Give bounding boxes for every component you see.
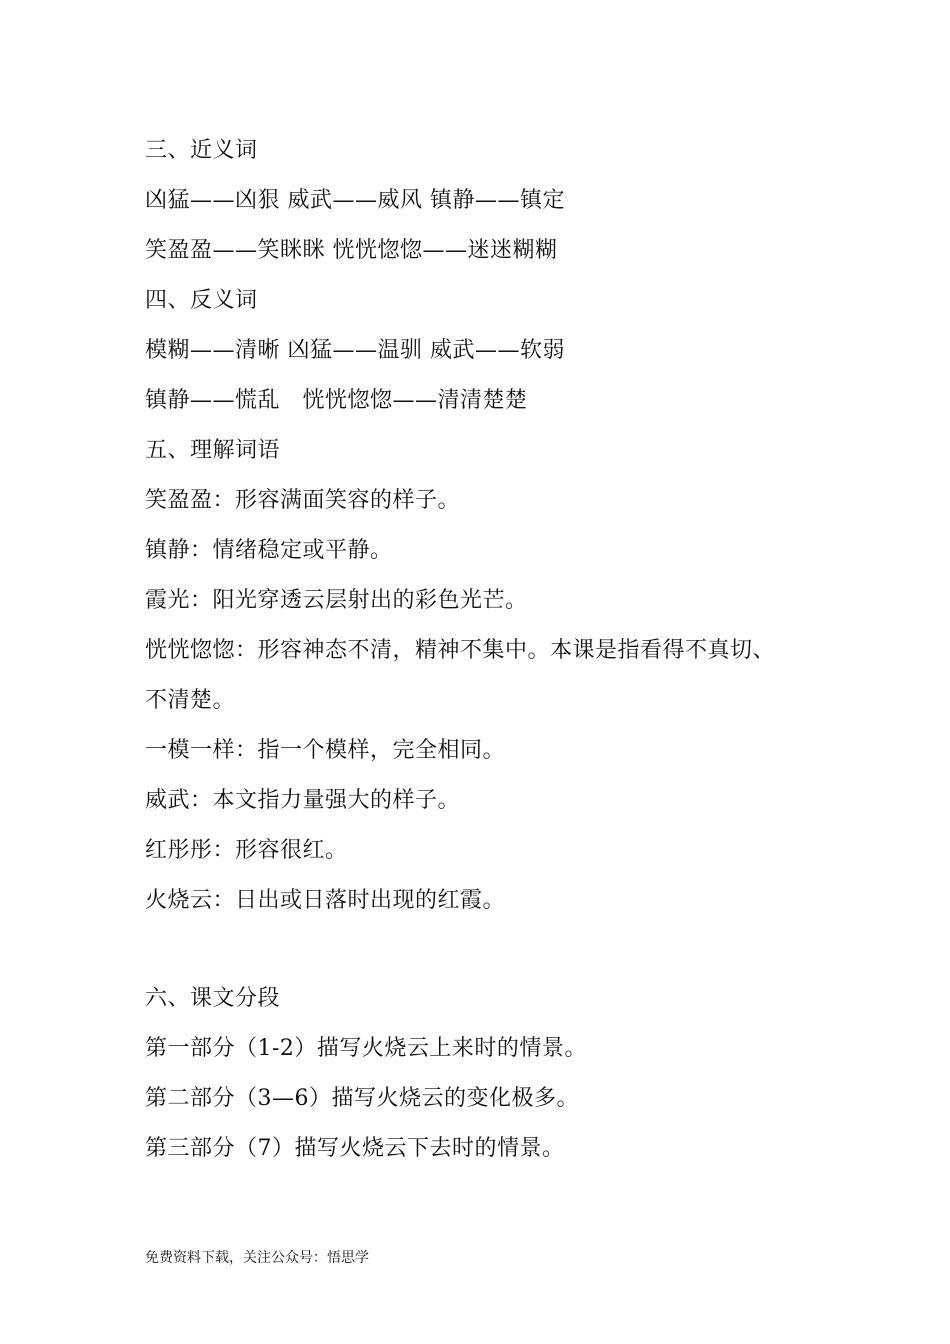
paragraph-item: 第一部分（1-2）描写火烧云上来时的情景。 — [145, 1036, 587, 1061]
synonyms-heading: 三、近义词 — [145, 138, 258, 163]
paragraph-item: 第二部分（3—6）描写火烧云的变化极多。 — [145, 1086, 579, 1111]
definition-item: 威武：本文指力量强大的样子。 — [145, 788, 461, 813]
synonyms-line-1: 凶猛——凶狠 威武——威风 镇静——镇定 — [145, 188, 565, 213]
antonyms-line-1: 模糊——清晰 凶猛——温驯 威武——软弱 — [145, 338, 565, 363]
definition-item: 笑盈盈：形容满面笑容的样子。 — [145, 488, 461, 513]
antonyms-line-2: 镇静——慌乱 恍恍惚惚——清清楚楚 — [145, 388, 528, 413]
definition-item: 镇静：情绪稳定或平静。 — [145, 538, 393, 563]
definition-item: 恍恍惚惚：形容神态不清，精神不集中。本课是指看得不真切、 — [145, 638, 776, 663]
page-footer: 免费资料下载，关注公众号：悟思学 — [145, 1250, 369, 1266]
antonyms-heading: 四、反义词 — [145, 288, 258, 313]
paragraphs-heading: 六、课文分段 — [145, 986, 281, 1011]
definition-item: 火烧云：日出或日落时出现的红霞。 — [145, 888, 506, 913]
definition-item: 一模一样：指一个模样，完全相同。 — [145, 738, 506, 763]
definitions-heading: 五、理解词语 — [145, 438, 281, 463]
paragraph-item: 第三部分（7）描写火烧云下去时的情景。 — [145, 1136, 565, 1161]
definition-item-continued: 不清楚。 — [145, 688, 236, 713]
definition-item: 红彤彤：形容很红。 — [145, 838, 348, 863]
definition-item: 霞光：阳光穿透云层射出的彩色光芒。 — [145, 588, 528, 613]
synonyms-line-2: 笑盈盈——笑眯眯 恍恍惚惚——迷迷糊糊 — [145, 238, 558, 263]
